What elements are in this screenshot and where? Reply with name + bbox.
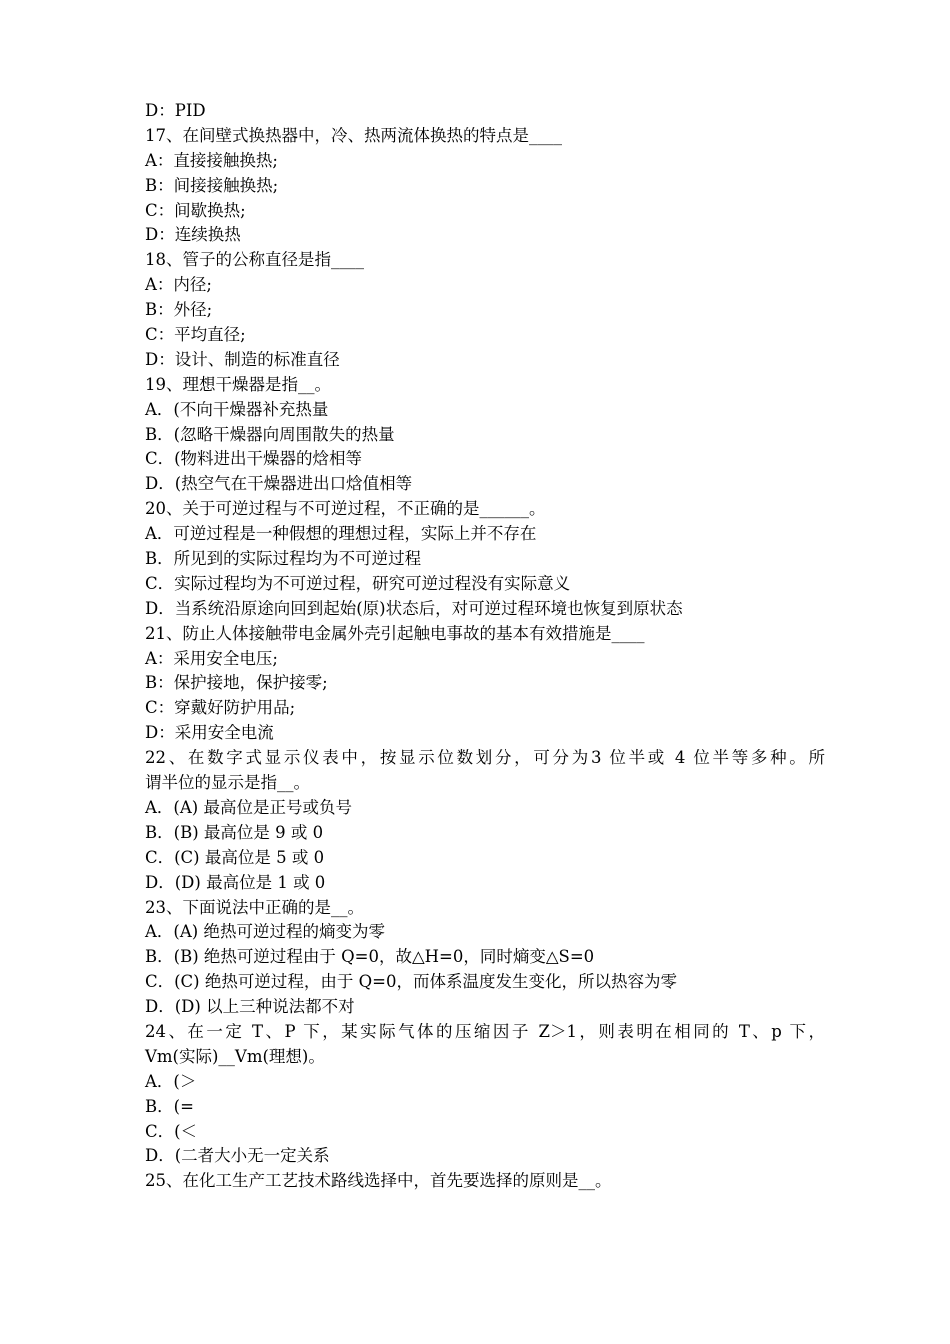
option-line: C．(C) 绝热可逆过程，由于 Q=0，而体系温度发生变化，所以热容为零	[145, 972, 677, 992]
option-line: A：内径;	[145, 275, 212, 295]
option-line: C．(C) 最高位是 5 或 0	[145, 847, 325, 867]
option-line: B．所见到的实际过程均为不可逆过程	[145, 549, 422, 569]
question-23: 23、下面说法中正确的是__。	[145, 897, 364, 917]
question-20: 20、关于可逆过程与不可逆过程，不正确的是______。	[145, 499, 546, 519]
option-line: A：直接接触换热;	[145, 150, 278, 170]
option-line: C：穿戴好防护用品;	[145, 698, 296, 718]
option-line: B．(=	[145, 1096, 194, 1116]
question-22-continued: 谓半位的显示是指__。	[145, 773, 310, 793]
option-line: B．(忽略干燥器向周围散失的热量	[145, 424, 395, 444]
option-line: D：连续换热	[145, 225, 241, 245]
option-line: B．(B) 绝热可逆过程由于 Q=0，故△H=0，同时熵变△S=0	[145, 947, 595, 967]
option-line: A．可逆过程是一种假想的理想过程，实际上并不存在	[145, 524, 537, 544]
option-line: A：采用安全电压;	[145, 648, 278, 668]
question-22: 22、在数字式显示仪表中，按显示位数划分，可分为3 位半或 4 位半等多种。所	[145, 748, 825, 768]
option-line: D：采用安全电流	[145, 723, 274, 743]
option-line: B：保护接地，保护接零;	[145, 673, 328, 693]
option-line: D．(二者大小无一定关系	[145, 1146, 330, 1166]
question-17: 17、在间壁式换热器中，冷、热两流体换热的特点是____	[145, 125, 562, 145]
question-21: 21、防止人体接触带电金属外壳引起触电事故的基本有效措施是____	[145, 623, 645, 643]
option-line: D：PID	[145, 101, 206, 120]
option-line: D．(D) 最高位是 1 或 0	[145, 872, 326, 892]
option-line: C．实际过程均为不可逆过程，研究可逆过程没有实际意义	[145, 573, 571, 593]
option-line: A．(＞	[145, 1071, 197, 1091]
option-line: A．(A) 最高位是正号或负号	[145, 797, 352, 817]
option-line: C：间歇换热;	[145, 200, 246, 220]
document-body	[145, 99, 825, 1194]
option-line: B．(B) 最高位是 9 或 0	[145, 822, 324, 842]
option-line: D．(D) 以上三种说法都不对	[145, 997, 355, 1017]
option-line: B：外径;	[145, 300, 213, 320]
option-line: A．(不向干燥器补充热量	[145, 399, 329, 419]
question-19: 19、理想干燥器是指__。	[145, 374, 331, 394]
option-line: C．(＜	[145, 1121, 198, 1141]
option-line: D：设计、制造的标准直径	[145, 349, 340, 369]
option-line: D．(热空气在干燥器进出口焓值相等	[145, 474, 413, 494]
question-18: 18、管子的公称直径是指____	[145, 250, 364, 270]
option-line: B：间接接触换热;	[145, 175, 279, 195]
question-24-continued: Vm(实际)__Vm(理想)。	[145, 1046, 325, 1066]
option-line: D．当系统沿原途向回到起始(原)状态后，对可逆过程环境也恢复到原状态	[145, 598, 683, 618]
option-line: A．(A) 绝热可逆过程的熵变为零	[145, 922, 385, 942]
option-line: C：平均直径;	[145, 325, 246, 345]
question-24: 24、在一定 T、P 下，某实际气体的压缩因子 Z＞1，则表明在相同的 T、p 下，	[145, 1021, 825, 1041]
question-25: 25、在化工生产工艺技术路线选择中，首先要选择的原则是__。	[145, 1171, 612, 1191]
option-line: C．(物料进出干燥器的焓相等	[145, 449, 363, 469]
